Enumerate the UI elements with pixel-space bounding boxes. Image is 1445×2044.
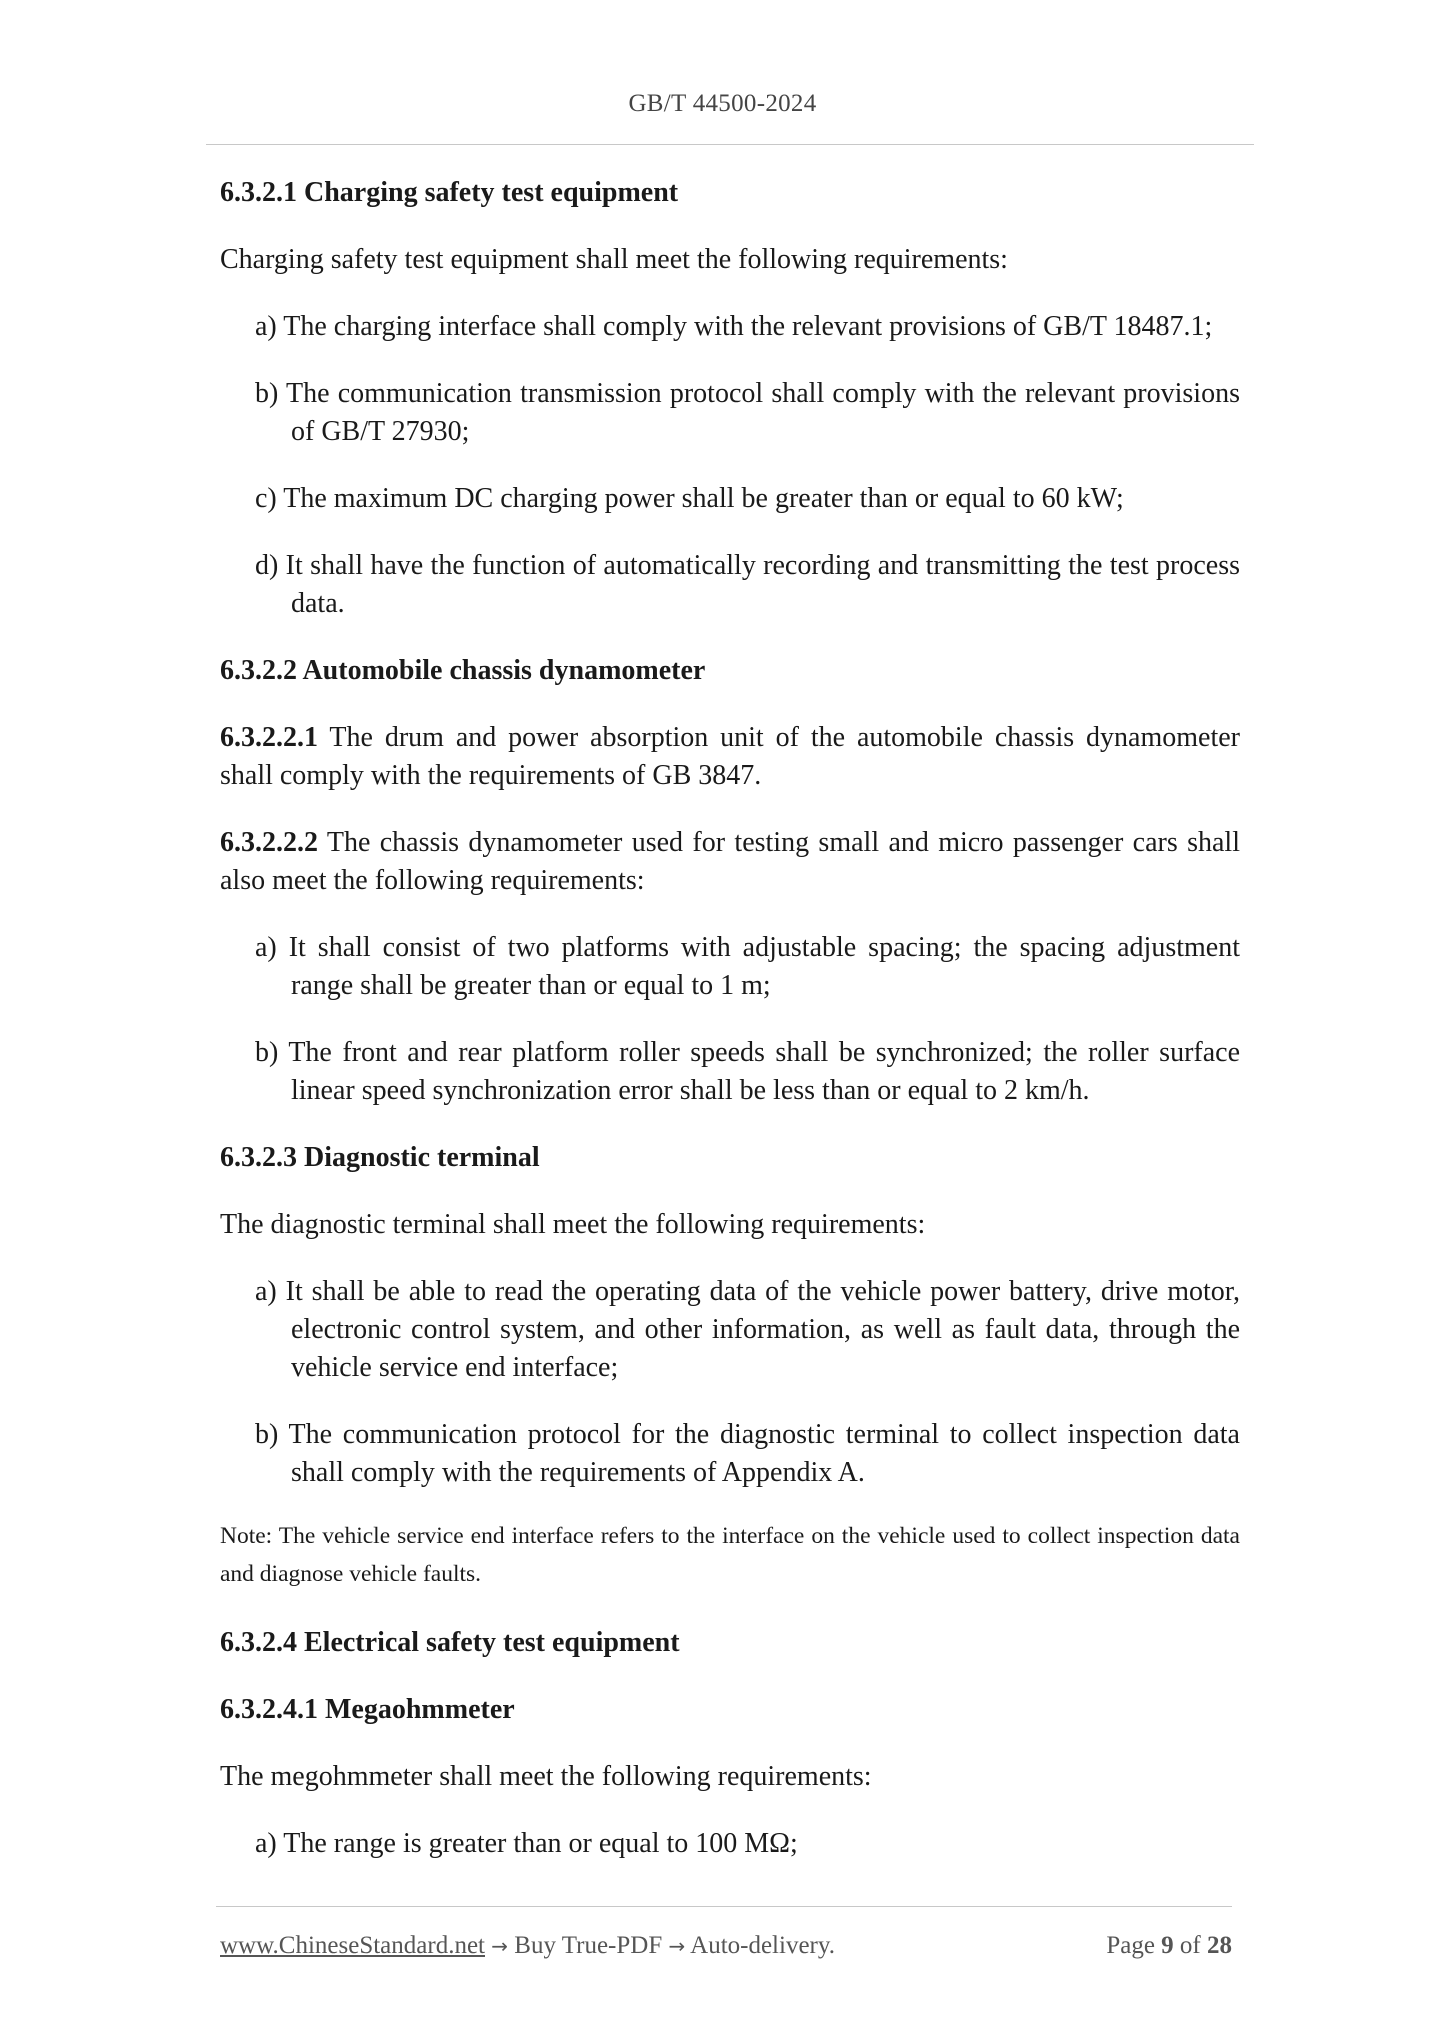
footer-promo xyxy=(220,1932,835,1960)
page-label: Page xyxy=(1106,1932,1155,1959)
doc-code: GB/T 44500-2024 xyxy=(628,90,817,117)
clause-text: The drum and power absorption unit of the automobile chassis dynamometer shall comply with the requirements of GB 3847. xyxy=(220,722,1240,791)
paragraph: The diagnostic terminal shall meet the following requirements: xyxy=(220,1209,926,1240)
footer-divider xyxy=(216,1906,1232,1907)
list-item: b) The communication protocol for the diagnostic terminal to collect inspection data shall comply with the requirements of Appendix A. xyxy=(255,1419,1240,1488)
list-item: a) It shall consist of two platforms with adjustable spacing; the spacing adjustment range shall be greater than or equal to 1 m; xyxy=(255,932,1240,1001)
page-indicator xyxy=(1106,1932,1232,1960)
list-item: a) The charging interface shall comply with the relevant provisions of GB/T 18487.1; xyxy=(255,311,1213,342)
list-item: b) The communication transmission protocol shall comply with the relevant provisions of GB/T 27930; xyxy=(255,378,1240,447)
note: Note: The vehicle service end interface refers to the interface on the vehicle used to collect inspection data and diagnose vehicle faults. xyxy=(220,1523,1240,1587)
page-footer xyxy=(220,1932,1232,1968)
page-total: 28 xyxy=(1207,1932,1232,1959)
paragraph: Charging safety test equipment shall meet the following requirements: xyxy=(220,244,1008,275)
of-label: of xyxy=(1179,1932,1201,1959)
clause-6-3-2-2-2 xyxy=(220,824,1240,900)
header-divider xyxy=(206,144,1254,145)
heading-6-3-2-4-1: 6.3.2.4.1 Megaohmmeter xyxy=(220,1694,515,1725)
site-link[interactable]: www.ChineseStandard.net xyxy=(220,1932,485,1959)
clause-number: 6.3.2.2.2 xyxy=(220,827,318,858)
buy-pdf-text: Buy True-PDF xyxy=(514,1932,663,1959)
list-item: a) The range is greater than or equal to 100 MΩ; xyxy=(255,1828,798,1859)
list-item: d) It shall have the function of automatically recording and transmitting the test process data. xyxy=(255,550,1240,619)
page-body xyxy=(220,174,1240,1892)
clause-6-3-2-2-1 xyxy=(220,719,1240,795)
heading-6-3-2-4: 6.3.2.4 Electrical safety test equipment xyxy=(220,1627,680,1658)
list-item: b) The front and rear platform roller speeds shall be synchronized; the roller surface linear speed synchronization error shall be less than or equal to 2 km/h. xyxy=(255,1037,1240,1106)
clause-text: The chassis dynamometer used for testing small and micro passenger cars shall also meet the following requirements: xyxy=(220,827,1240,896)
arrow-right-icon: → xyxy=(668,1934,686,1958)
heading-6-3-2-1: 6.3.2.1 Charging safety test equipment xyxy=(220,177,679,208)
arrow-right-icon: → xyxy=(491,1934,509,1958)
list-item: c) The maximum DC charging power shall be greater than or equal to 60 kW; xyxy=(255,483,1124,514)
paragraph: The megohmmeter shall meet the following requirements: xyxy=(220,1761,872,1792)
doc-header xyxy=(0,90,1445,118)
heading-6-3-2-3: 6.3.2.3 Diagnostic terminal xyxy=(220,1142,540,1173)
page-number: 9 xyxy=(1161,1932,1174,1959)
clause-number: 6.3.2.2.1 xyxy=(220,722,318,753)
list-item: a) It shall be able to read the operating data of the vehicle power battery, drive motor, electronic control system, and other information, as well as fault data, through the vehicle service end interface; xyxy=(255,1276,1240,1383)
heading-6-3-2-2: 6.3.2.2 Automobile chassis dynamometer xyxy=(220,655,706,686)
auto-delivery-text: Auto-delivery. xyxy=(690,1932,836,1959)
